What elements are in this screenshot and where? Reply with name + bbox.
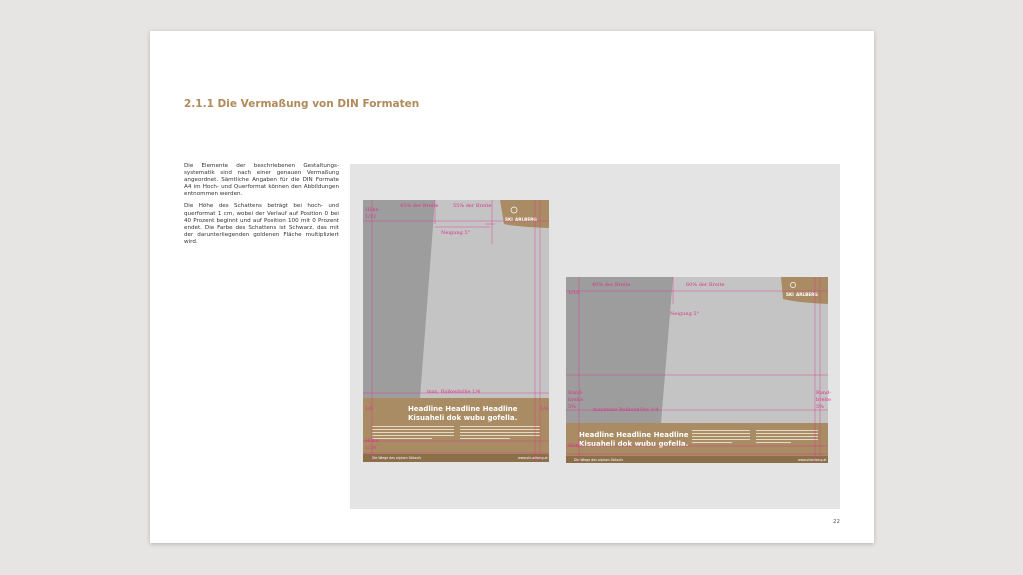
landscape-ann-rand-l-1: Rand- (568, 390, 583, 396)
portrait-ann-hoehe-frac: 1/12 (365, 214, 377, 220)
section-heading: 2.1.1 Die Vermaßung von DIN Formaten (184, 98, 420, 110)
landscape-ann-neigung: Neigung 5° (670, 311, 700, 317)
portrait-logo-arlberg: ARLBERG (515, 217, 537, 222)
landscape-footer-left: Die Wiege des alpinen Skilaufs (574, 458, 624, 462)
landscape-logo-tab (781, 277, 828, 304)
landscape-ann-rand-r-3: 5% (816, 404, 824, 410)
portrait-logo-ski: SKI (505, 217, 513, 222)
portrait-footer-right: www.ski-arlberg.at (518, 456, 548, 460)
landscape-ann-rand-l-3: 5% (568, 404, 576, 410)
portrait-ann-hoehe-bottom: Höhe (365, 438, 379, 444)
portrait-logo-tab (500, 200, 549, 228)
portrait-ann-hoehe-bottom-frac: 1/24 (365, 445, 377, 451)
portrait-ann-neigung: Neigung 5° (441, 230, 471, 236)
landscape-headline-2: Kisuaheli dok wubu gofella. (579, 440, 689, 448)
portrait-ann-balken: max. Balkenhöhe 1/4 (427, 389, 481, 395)
portrait-ann-right-frac: 1/6 (540, 406, 549, 412)
landscape-footer-right: www.skiarlberg.at (798, 458, 827, 462)
portrait-headline-1: Headline Headline Headline (408, 405, 518, 413)
page-number: 22 (833, 519, 840, 525)
landscape-ann-40: 40% der Breite (592, 282, 631, 288)
portrait-headline-2: Kisuaheli dok wubu gofella. (408, 414, 518, 422)
paragraph-1: Die Elemente der beschriebenen Gestaltungssystematik sind nach einer genauen Vermaßung angeordnet. Sämtliche Angaben für die DIN Formate A4 im Hoch- und Querformat können den Abbildungen entnommen werden. (184, 163, 339, 198)
landscape-ann-balken: maximale Balkenhöhe 1/4 (593, 407, 659, 413)
portrait-ann-hoehe: Höhe (365, 207, 379, 213)
portrait-ann-left-frac: 1/6 (365, 406, 374, 412)
layout-illustrations (350, 164, 840, 509)
paragraph-2: Die Höhe des Schattens beträgt bei hoch- und querformat 1 cm, wobei der Verlauf auf Position 0 bei 40 Prozent beginnt und auf Position 100 mit 0 Prozent endet. Die Farbe des Schattens ist Schwarz, das mit der darunterliegenden goldenen Fläche multipliziert wird. (184, 203, 339, 245)
portrait-layout (363, 200, 549, 462)
landscape-ann-rand-l-2: breite (568, 397, 584, 403)
landscape-logo-arlberg: ARLBERG (796, 292, 818, 297)
landscape-logo-ski: SKI (786, 292, 794, 297)
illustration-panel (350, 164, 840, 509)
landscape-headline-1: Headline Headline Headline (579, 431, 689, 439)
landscape-ann-60: 60% der Breite (686, 282, 725, 288)
landscape-ann-rand-r-1: Rand- (816, 390, 831, 396)
landscape-ann-hoehe: Höhe (568, 443, 582, 449)
landscape-layout (566, 277, 831, 463)
portrait-ann-45: 45% der Breite (400, 203, 439, 209)
landscape-ann-rand-r-2: breite (816, 397, 832, 403)
landscape-ann-frac-left: 1/15 (568, 290, 580, 296)
portrait-footer-left: Die Wiege des alpinen Skilaufs (372, 456, 422, 460)
document-page (150, 31, 874, 543)
body-text (184, 163, 339, 251)
portrait-ann-55: 55% der Breite (453, 203, 492, 209)
